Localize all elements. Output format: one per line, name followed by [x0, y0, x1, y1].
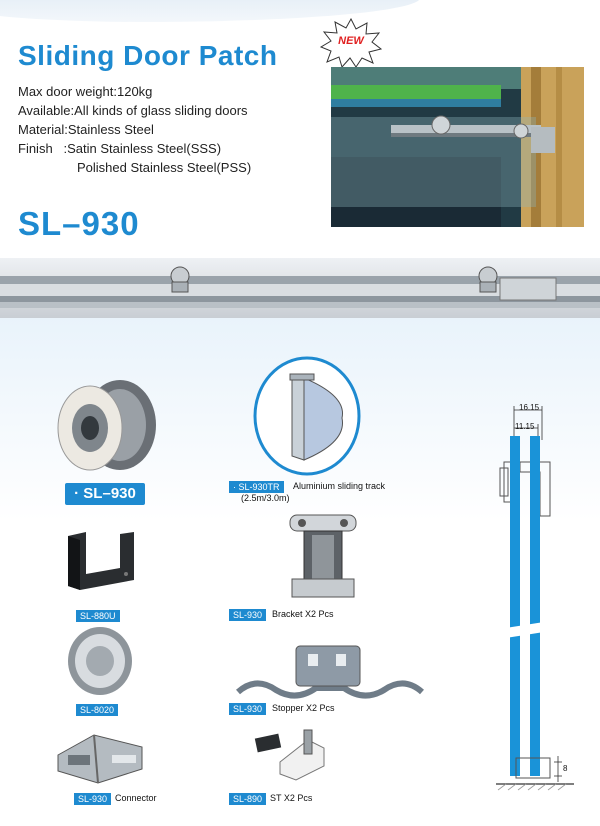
- roller-label: · SL–930: [65, 483, 145, 505]
- track-caption: Aluminium sliding track: [293, 481, 386, 491]
- stopper-caption: Stopper X2 Pcs: [272, 703, 335, 713]
- new-badge-text: NEW: [338, 35, 364, 47]
- end-stop-label: SL-890: [229, 793, 266, 805]
- roller-image: [50, 370, 160, 480]
- track-caption-size: (2.5m/3.0m): [241, 493, 290, 503]
- model-number: SL–930: [18, 205, 140, 242]
- spec-finish-2: Polished Stainless Steel(PSS): [77, 160, 252, 175]
- end-stop-image: [252, 722, 332, 782]
- bracket-image: [282, 513, 362, 603]
- knob-label: SL-8020: [76, 704, 118, 716]
- connector-caption: Connector: [115, 793, 157, 803]
- guide-label: SL-880U: [76, 610, 120, 622]
- track-label: · SL-930TR: [229, 481, 284, 493]
- floor-guide-image: [60, 530, 140, 592]
- installation-photo: [331, 67, 584, 227]
- dim-inner: 11.15: [515, 422, 535, 431]
- dim-bottom: 8: [563, 764, 568, 773]
- knob-image: [66, 625, 134, 697]
- page-title: Sliding Door Patch: [18, 40, 278, 71]
- track-image: [252, 356, 362, 476]
- bracket-caption: Bracket X2 Pcs: [272, 609, 334, 619]
- spec-material: Material:Stainless Steel: [18, 122, 154, 137]
- stopper-label: SL-930: [229, 703, 266, 715]
- bracket-label: SL-930: [229, 609, 266, 621]
- new-badge: [320, 18, 382, 68]
- dim-outer: 16.15: [519, 403, 540, 412]
- connector-label: SL-930: [74, 793, 111, 805]
- stopper-image: [236, 640, 424, 708]
- cross-section-diagram: [480, 396, 590, 816]
- rail-photo: [0, 258, 600, 318]
- end-stop-caption: ST X2 Pcs: [270, 793, 313, 803]
- spec-finish: Finish :Satin Stainless Steel(SSS): [18, 141, 222, 156]
- connector-image: [54, 725, 146, 787]
- spec-available: Available:All kinds of glass sliding doors: [18, 103, 248, 118]
- spec-weight: Max door weight:120kg: [18, 84, 153, 99]
